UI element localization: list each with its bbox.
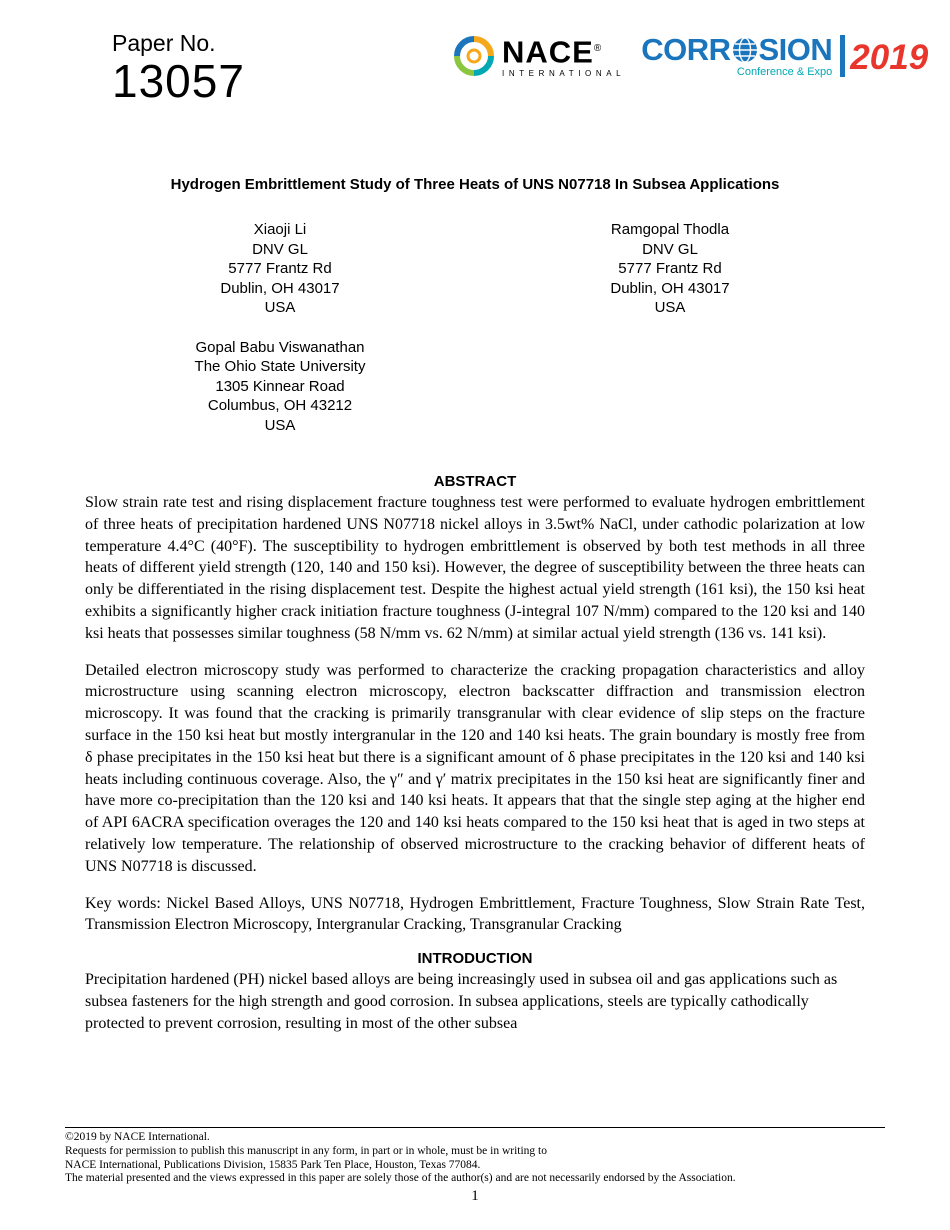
- nace-subtitle: INTERNATIONAL: [502, 68, 626, 78]
- author-line: USA: [654, 299, 686, 316]
- author-line: The Ohio State University: [194, 358, 366, 375]
- author-name: Xiaoji Li: [253, 221, 307, 238]
- author-line: 5777 Frantz Rd: [228, 260, 332, 277]
- author-line: Dublin, OH 43017: [220, 279, 340, 297]
- keywords-paragraph: Key words: Nickel Based Alloys, UNS N07718, Hydrogen Embrittlement, Fracture Toughness, Slow Strain Rate Test, Transmission Electron Microscopy, Intergranular Cracking, Transgranular Cracking: [85, 894, 865, 934]
- author-line: DNV GL: [252, 240, 308, 258]
- author-block: [475, 220, 865, 318]
- paper-no-label: Paper No.: [112, 30, 216, 56]
- author-line: USA: [264, 299, 296, 316]
- abstract-paragraph-2: Detailed electron microscopy study was performed to characterize the cracking propagation characteristics and alloy microstructure using scanning electron microscopy, electron backscatter diffraction and transmission electron microscopy. It was found that the cracking is primarily transgranular with clear evidence of slip steps on the fracture surface in the 150 ksi heat but mostly intergranular in the 120 and 140 ksi heats. The grain boundary is mostly free from δ phase precipitates in the 150 ksi heat but there is a significant amount of δ phase precipitates in the 120 ksi and 140 ksi heats including continuous coverage. Also, the γ″ and γ′ matrix precipitates in the 150 ksi heat are significantly finer and have more co-precipitation than the 120 ksi and 140 ksi heats. It appears that that the single step aging at the higher end of API 6ACRA specification overages the 120 and 140 ksi heats compared to the 150 ksi heat that is aged in two steps at relatively low temperature. The relationship of observed microstructure to the cracking behavior of different heats of UNS N07718 is discussed.: [85, 661, 865, 875]
- author-block: [85, 220, 475, 318]
- author-line: Dublin, OH 43017: [610, 279, 730, 297]
- registered-mark: ®: [593, 43, 603, 55]
- corrosion-word-left: CORR: [641, 31, 731, 67]
- introduction-paragraph: Precipitation hardened (PH) nickel based alloys are being increasingly used in subsea oil and gas applications such as subsea fasteners for the high strength and good corrosion. In subsea applications, steels are typically cathodically protected to prevent corrosion, resulting in most of the other subsea: [85, 971, 838, 1032]
- author-line: Columbus, OH 43212: [207, 397, 353, 414]
- footer-line: The material presented and the views expressed in this paper are solely those of the author(s) and are not necessarily endorsed by the Association.: [65, 1172, 736, 1185]
- footer-line: ©2019 by NACE International.: [65, 1131, 210, 1143]
- author-row: [85, 220, 865, 318]
- author-blocks: [85, 220, 865, 435]
- author-name: Gopal Babu Viswanathan: [195, 338, 365, 356]
- paper-no-value: 13057: [112, 55, 245, 107]
- author-block-empty: [475, 338, 865, 436]
- author-name: Ramgopal Thodla: [610, 221, 730, 238]
- introduction-heading: INTRODUCTION: [417, 950, 533, 968]
- corrosion-year: 2019: [850, 37, 929, 77]
- author-line: USA: [264, 416, 296, 434]
- corrosion-subtitle: Conference & Expo: [736, 65, 833, 78]
- nace-name: NACE: [502, 34, 594, 70]
- footer-line: Requests for permission to publish this manuscript in any form, in part or in whole, must be in writing to: [65, 1144, 547, 1157]
- abstract-paragraph-1: Slow strain rate test and rising displacement fracture toughness test were performed to evaluate hydrogen embrittlement of three heats of precipitation hardened UNS N07718 nickel alloys in 3.5wt% NaCl, under cathodic polarization at low temperature 4.4°C (40°F). The susceptibility to hydrogen embrittlement is observed by both test methods in all three heats of different yield strength (120, 140 and 150 ksi). However, the degree of susceptibility between the three heats can only be differentiated in the rising displacement test. Despite the highest actual yield strength (161 ksi), the 150 ksi heat exhibits a significantly higher crack initiation fracture toughness (J-integral 107 N/mm) compared to the 120 ksi and 140 ksi heats that possesses similar toughness (58 N/mm vs. 62 N/mm) at similar actual yield strength (136 vs. 141 ksi).: [85, 494, 865, 642]
- author-line: 1305 Kinnear Road: [215, 377, 345, 395]
- page-number: 1: [471, 1188, 479, 1204]
- footer: [65, 1127, 885, 1186]
- author-row: [85, 338, 865, 436]
- footer-line: NACE International, Publications Division, 15835 Park Ten Place, Houston, Texas 77084.: [65, 1158, 481, 1171]
- corrosion-word-right: SION: [758, 31, 833, 67]
- abstract-heading: ABSTRACT: [433, 473, 517, 490]
- author-line: DNV GL: [642, 240, 698, 258]
- paper-title: Hydrogen Embrittlement Study of Three Heats of UNS N07718 In Subsea Applications: [170, 176, 780, 193]
- author-block: [85, 338, 475, 436]
- author-line: 5777 Frantz Rd: [618, 260, 722, 277]
